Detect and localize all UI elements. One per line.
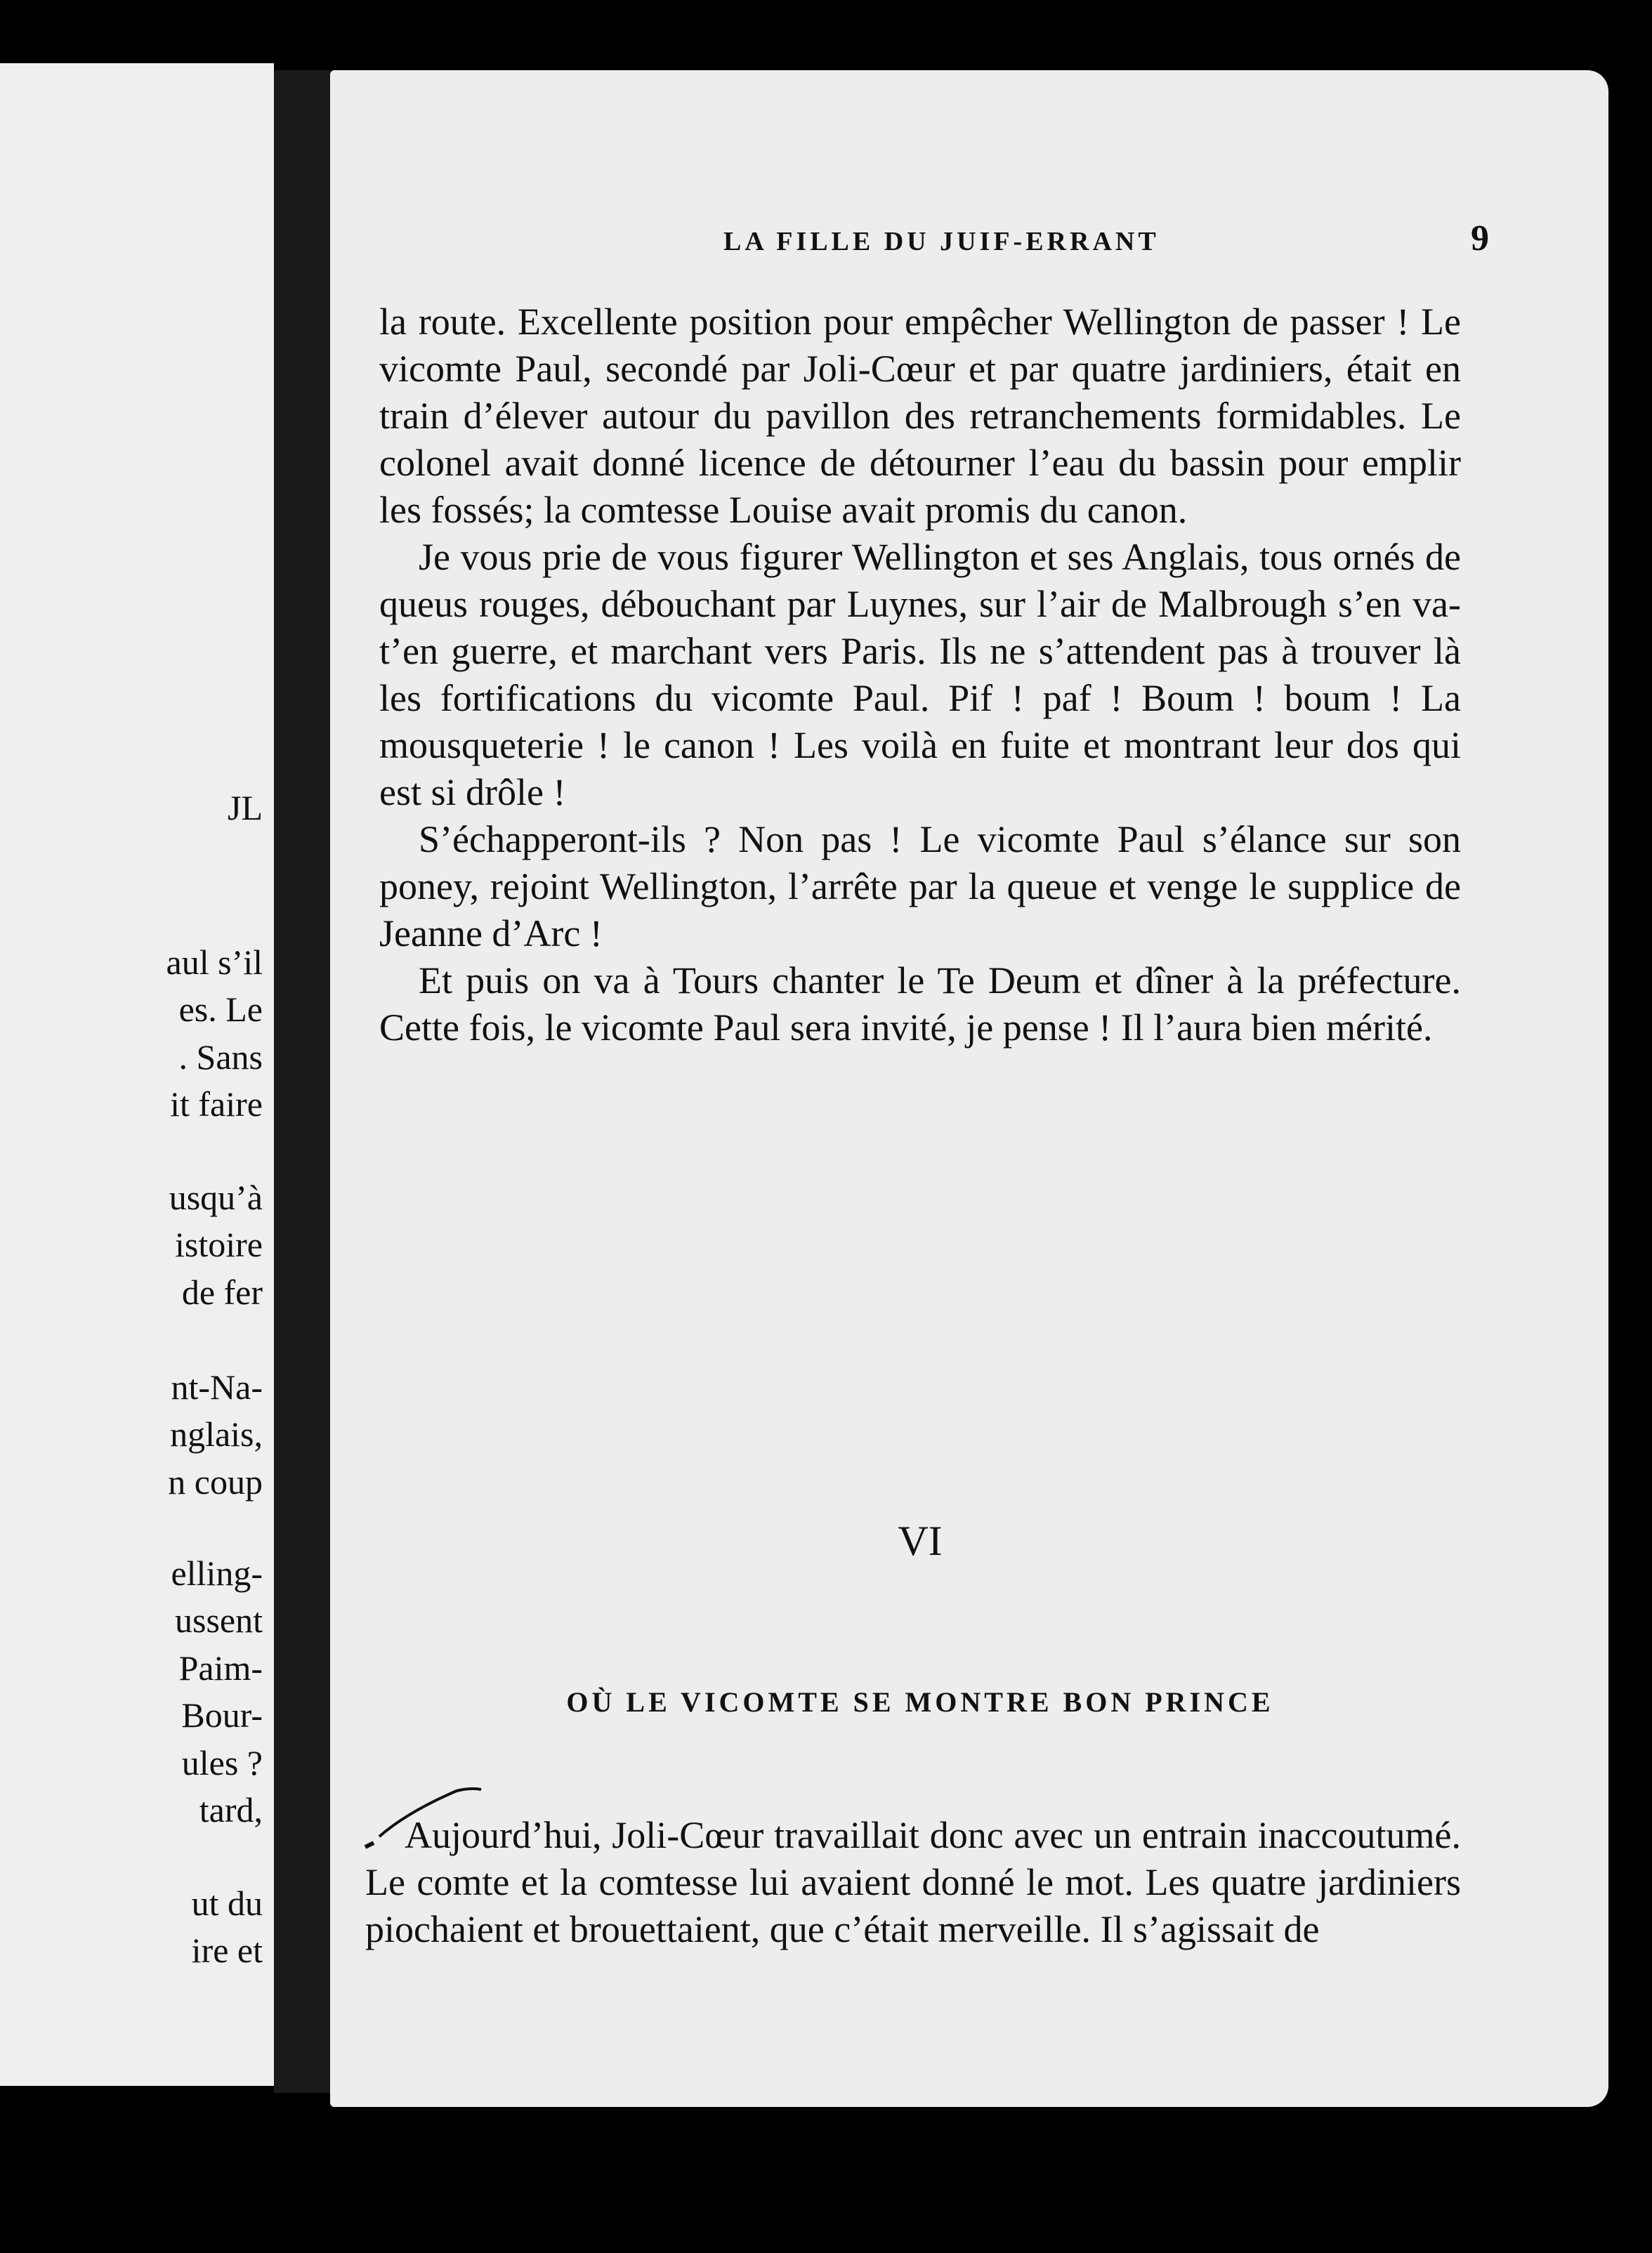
left-page-text-fragment: JL: [228, 788, 263, 827]
left-page-text-fragment: ut du: [191, 1884, 263, 1923]
body-text: [379, 298, 1461, 1051]
paragraph: Je vous prie de vous figurer Wellington et ses Anglais, tous ornés de queus rouges, débouchant par Luynes, sur l’air de Malbrough s’en va-t’en guerre, et marchant vers Paris. Ils ne s’attendent pas à trouver là les fortifications du vicomte Paul. Pif ! paf ! Boum ! boum ! La mousqueterie ! le canon ! Les voilà en fuite et montrant leur dos qui est si drôle !: [379, 536, 1461, 813]
left-page-text-fragment: nglais,: [170, 1414, 263, 1454]
paragraph: Aujourd’hui, Joli-Cœur travaillait donc avec un entrain inaccoutumé. Le comte et la comtesse lui avaient donné le mot. Les quatre jardiniers piochaient et brouettaient, que c’était merveille. Il s’agissait de: [365, 1814, 1461, 1950]
pencil-mark-icon: [351, 1770, 506, 1854]
right-page: [330, 70, 1608, 2107]
left-page-text-fragment: istoire: [175, 1225, 263, 1264]
left-page-text-fragment: elling-: [171, 1554, 263, 1593]
left-page-fragment: [0, 63, 274, 2086]
left-page-text-fragment: usqu’à: [169, 1178, 263, 1217]
left-page-text-fragment: ules ?: [181, 1743, 263, 1782]
left-page-text-fragment: aul s’il: [166, 942, 263, 982]
paragraph: la route. Excellente position pour empêcher Wellington de passer ! Le vicomte Paul, secondé par Joli-Cœur et par quatre jardiniers, était en train d’élever autour du pavillon des retranchements formidables. Le colonel avait donné licence de détourner l’eau du bassin pour emplir les fossés; la comtesse Louise avait promis du canon.: [379, 301, 1461, 531]
left-page-text-fragment: Bour-: [181, 1695, 263, 1735]
left-page-text-fragment: . Sans: [178, 1037, 263, 1077]
chapter-text: [365, 1812, 1461, 1953]
paragraph: Et puis on va à Tours chanter le Te Deum et dîner à la préfecture. Cette fois, le vicomte Paul sera invité, je pense ! Il l’aura bien mérité.: [379, 959, 1461, 1049]
left-page-text-fragment: ussent: [175, 1601, 263, 1640]
left-page-text-fragment: es. Le: [178, 990, 263, 1029]
left-page-text-fragment: de fer: [181, 1273, 263, 1312]
left-page-text-fragment: it faire: [170, 1084, 263, 1124]
chapter-title: OÙ LE VICOMTE SE MONTRE BON PRINCE: [566, 1686, 1274, 1718]
paragraph: S’échapperont-ils ? Non pas ! Le vicomte Paul s’élance sur son poney, rejoint Wellington, l’arrête par la queue et venge le supplice de Jeanne d’Arc !: [379, 818, 1461, 954]
left-page-text-fragment: tard,: [199, 1790, 263, 1830]
chapter-number: VI: [898, 1518, 943, 1564]
left-page-text-fragment: nt-Na-: [171, 1367, 263, 1407]
page-number: 9: [1471, 218, 1489, 258]
left-page-text-fragment: n coup: [168, 1462, 263, 1502]
left-page-text-fragment: ire et: [191, 1931, 263, 1970]
book-gutter: [274, 70, 330, 2093]
left-page-text-fragment: Paim-: [178, 1648, 263, 1688]
running-head: LA FILLE DU JUIF-ERRANT: [723, 227, 1160, 256]
